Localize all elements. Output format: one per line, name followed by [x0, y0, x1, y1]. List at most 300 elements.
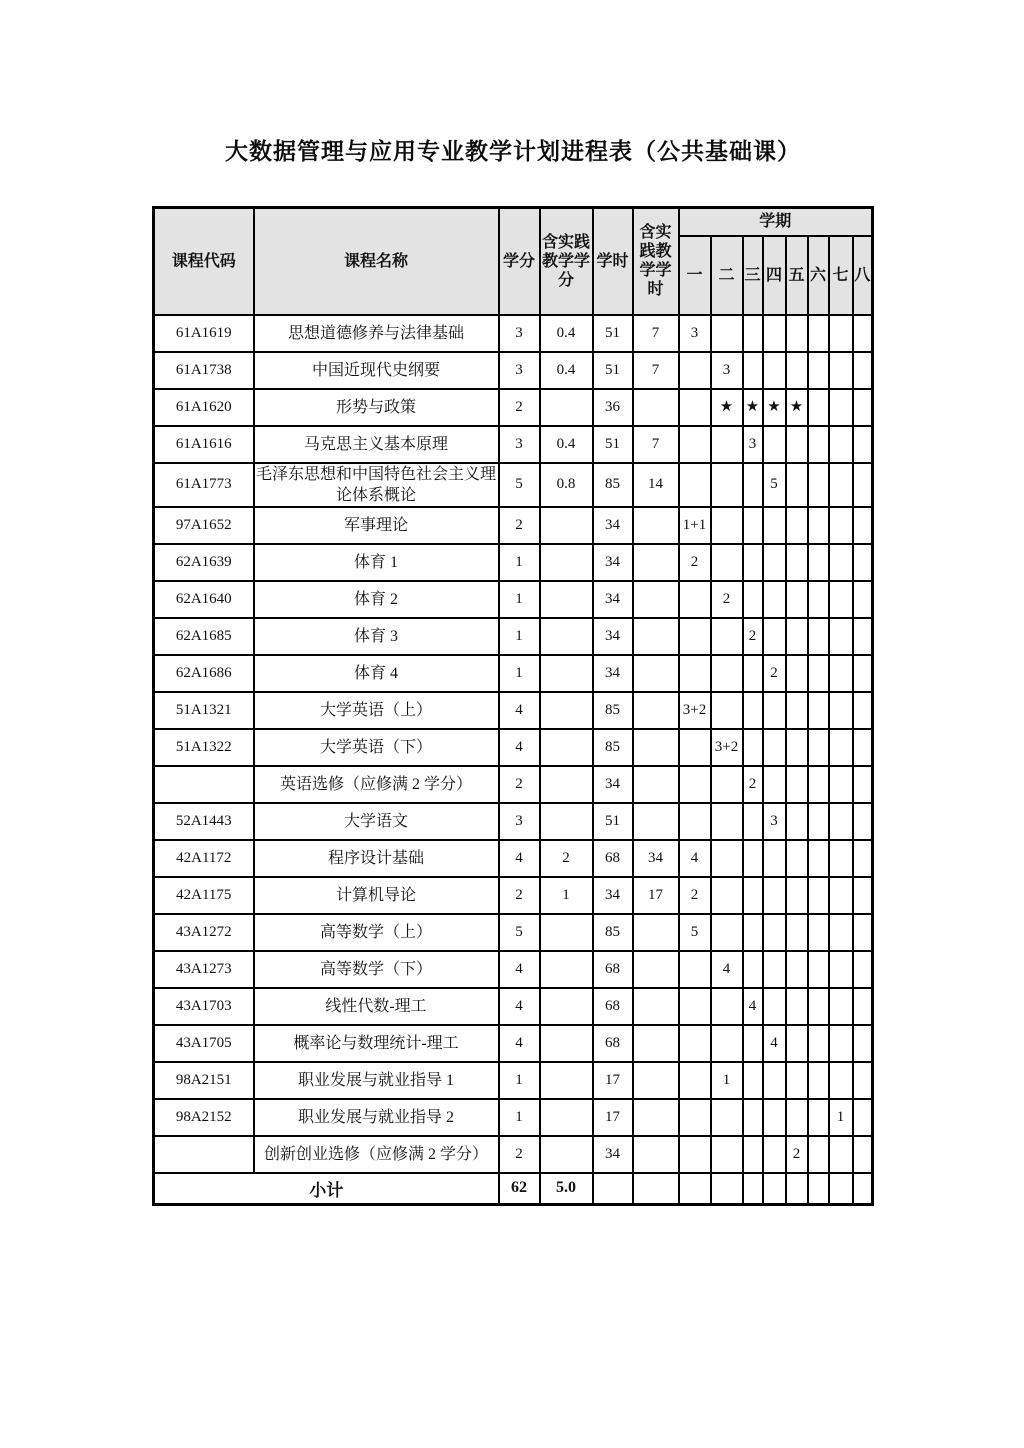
semester-5-cell	[786, 988, 808, 1025]
semester-5-cell	[786, 877, 808, 914]
semester-4-cell	[763, 1062, 786, 1099]
hours-cell: 34	[593, 877, 633, 914]
semester-5-cell	[786, 618, 808, 655]
semester-8-cell	[853, 581, 873, 618]
course-row	[154, 389, 873, 426]
course-code-cell: 42A1172	[154, 840, 254, 877]
semester-8-cell	[853, 914, 873, 951]
semester-2-cell	[711, 840, 743, 877]
prac-hours-cell: 7	[633, 426, 679, 463]
course-name-cell: 创新创业选修（应修满 2 学分）	[254, 1136, 499, 1173]
semester-3-cell	[743, 544, 763, 581]
semester-5-cell	[786, 840, 808, 877]
semester-1-cell	[679, 655, 711, 692]
prac-hours-cell: 7	[633, 352, 679, 389]
semester-1-cell	[679, 463, 711, 507]
prac-hours-cell	[633, 951, 679, 988]
prac-hours-cell	[633, 507, 679, 544]
course-code-cell: 61A1616	[154, 426, 254, 463]
credits-cell: 4	[499, 840, 540, 877]
prac-credits-cell	[540, 951, 593, 988]
course-name-cell: 大学英语（下）	[254, 729, 499, 766]
prac-credits-cell	[540, 544, 593, 581]
semester-8-cell	[853, 507, 873, 544]
semester-5-cell	[786, 507, 808, 544]
course-row	[154, 463, 873, 507]
semester-4-cell	[763, 507, 786, 544]
credits-cell: 1	[499, 1099, 540, 1136]
prac-credits-cell	[540, 655, 593, 692]
semester-8-cell	[853, 1025, 873, 1062]
header-semester-7: 七	[829, 236, 853, 315]
header-semester-4: 四	[763, 236, 786, 315]
course-name-cell: 体育 2	[254, 581, 499, 618]
semester-6-cell	[808, 1062, 829, 1099]
semester-3-cell	[743, 692, 763, 729]
semester-8-cell	[853, 1099, 873, 1136]
course-row	[154, 729, 873, 766]
course-code-cell: 61A1620	[154, 389, 254, 426]
semester-6-cell	[808, 463, 829, 507]
semester-6-cell	[808, 315, 829, 352]
page-title: 大数据管理与应用专业教学计划进程表（公共基础课）	[225, 139, 801, 164]
semester-3-cell	[743, 803, 763, 840]
course-name-cell: 体育 4	[254, 655, 499, 692]
prac-credits-cell: 1	[540, 877, 593, 914]
course-name-cell: 体育 3	[254, 618, 499, 655]
course-name-cell: 高等数学（下）	[254, 951, 499, 988]
semester-3-cell	[743, 1025, 763, 1062]
prac-hours-cell	[633, 1099, 679, 1136]
semester-4-cell	[763, 1136, 786, 1173]
course-code-cell: 51A1321	[154, 692, 254, 729]
semester-3-cell	[743, 352, 763, 389]
course-code-cell: 43A1705	[154, 1025, 254, 1062]
credits-cell: 5	[499, 914, 540, 951]
semester-5-cell	[786, 463, 808, 507]
semester-3-cell	[743, 951, 763, 988]
header-credits: 学分	[499, 208, 540, 315]
semester-6-cell	[808, 426, 829, 463]
semester-3-cell	[743, 581, 763, 618]
course-row	[154, 618, 873, 655]
credits-cell: 1	[499, 618, 540, 655]
prac-hours-cell	[633, 618, 679, 655]
subtotal-semester-3-cell	[743, 1173, 763, 1205]
header-semester-5: 五	[786, 236, 808, 315]
semester-1-cell: 1+1	[679, 507, 711, 544]
prac-hours-cell	[633, 1025, 679, 1062]
course-row	[154, 655, 873, 692]
semester-7-cell	[829, 803, 853, 840]
semester-3-cell: 2	[743, 618, 763, 655]
semester-2-cell	[711, 766, 743, 803]
semester-5-cell	[786, 352, 808, 389]
prac-credits-cell: 0.4	[540, 426, 593, 463]
semester-2-cell	[711, 655, 743, 692]
semester-2-cell: 3	[711, 352, 743, 389]
hours-cell: 85	[593, 914, 633, 951]
semester-3-cell	[743, 877, 763, 914]
semester-7-cell	[829, 315, 853, 352]
header-prac-hours: 含实践教学学时	[633, 208, 679, 315]
prac-hours-cell	[633, 1062, 679, 1099]
semester-4-cell: 2	[763, 655, 786, 692]
semester-1-cell	[679, 426, 711, 463]
semester-5-cell	[786, 1062, 808, 1099]
star-icon: ★	[767, 398, 781, 415]
semester-6-cell	[808, 988, 829, 1025]
credits-cell: 4	[499, 729, 540, 766]
header-semester-group: 学期	[679, 208, 873, 236]
course-name-cell: 高等数学（上）	[254, 914, 499, 951]
hours-cell: 68	[593, 1025, 633, 1062]
credits-cell: 1	[499, 1062, 540, 1099]
course-name-cell: 大学英语（上）	[254, 692, 499, 729]
credits-cell: 3	[499, 315, 540, 352]
semester-5-cell	[786, 729, 808, 766]
semester-6-cell	[808, 581, 829, 618]
prac-hours-cell	[633, 729, 679, 766]
semester-7-cell	[829, 914, 853, 951]
star-icon: ★	[789, 398, 804, 415]
hours-cell: 34	[593, 581, 633, 618]
semester-8-cell	[853, 315, 873, 352]
semester-5-cell	[786, 581, 808, 618]
semester-5-cell	[786, 803, 808, 840]
prac-credits-cell	[540, 1025, 593, 1062]
semester-3-cell: 4	[743, 988, 763, 1025]
semester-5-cell: 2	[786, 1136, 808, 1173]
prac-hours-cell	[633, 803, 679, 840]
semester-8-cell	[853, 803, 873, 840]
header-semester-1: 一	[679, 236, 711, 315]
semester-7-cell	[829, 544, 853, 581]
subtotal-semester-7-cell	[829, 1173, 853, 1205]
credits-cell: 2	[499, 389, 540, 426]
prac-credits-cell: 0.8	[540, 463, 593, 507]
course-row	[154, 352, 873, 389]
hours-cell: 68	[593, 988, 633, 1025]
course-code-cell: 43A1703	[154, 988, 254, 1025]
semester-6-cell	[808, 951, 829, 988]
semester-7-cell	[829, 352, 853, 389]
prac-hours-cell	[633, 988, 679, 1025]
semester-1-cell: 4	[679, 840, 711, 877]
hours-cell: 34	[593, 507, 633, 544]
semester-8-cell	[853, 988, 873, 1025]
semester-8-cell	[853, 840, 873, 877]
semester-7-cell	[829, 766, 853, 803]
semester-5-cell	[786, 389, 808, 426]
prac-hours-cell	[633, 581, 679, 618]
semester-1-cell	[679, 352, 711, 389]
course-code-cell: 61A1773	[154, 463, 254, 507]
course-row	[154, 315, 873, 352]
semester-2-cell	[711, 988, 743, 1025]
semester-5-cell	[786, 766, 808, 803]
star-icon: ★	[745, 398, 760, 415]
header-semester-6: 六	[808, 236, 829, 315]
semester-1-cell	[679, 988, 711, 1025]
semester-4-cell	[763, 692, 786, 729]
course-name-cell: 职业发展与就业指导 2	[254, 1099, 499, 1136]
semester-8-cell	[853, 544, 873, 581]
course-table-body	[154, 315, 873, 1173]
semester-1-cell	[679, 389, 711, 426]
semester-3-cell: 2	[743, 766, 763, 803]
course-row	[154, 426, 873, 463]
credits-cell: 1	[499, 655, 540, 692]
semester-3-cell	[743, 1099, 763, 1136]
hours-cell: 51	[593, 426, 633, 463]
semester-3-cell	[743, 729, 763, 766]
semester-4-cell	[763, 544, 786, 581]
semester-1-cell	[679, 766, 711, 803]
semester-4-cell	[763, 914, 786, 951]
hours-cell: 85	[593, 463, 633, 507]
semester-6-cell	[808, 655, 829, 692]
semester-4-cell: 5	[763, 463, 786, 507]
semester-6-cell	[808, 766, 829, 803]
semester-1-cell	[679, 1025, 711, 1062]
course-code-cell: 62A1685	[154, 618, 254, 655]
semester-7-cell	[829, 618, 853, 655]
course-name-cell: 线性代数-理工	[254, 988, 499, 1025]
semester-1-cell	[679, 1099, 711, 1136]
subtotal-semester-6-cell	[808, 1173, 829, 1205]
course-name-cell: 马克思主义基本原理	[254, 426, 499, 463]
course-row	[154, 877, 873, 914]
hours-cell: 85	[593, 729, 633, 766]
semester-1-cell: 3	[679, 315, 711, 352]
prac-hours-cell: 34	[633, 840, 679, 877]
semester-2-cell	[711, 877, 743, 914]
semester-8-cell	[853, 463, 873, 507]
prac-credits-cell: 2	[540, 840, 593, 877]
semester-8-cell	[853, 389, 873, 426]
table-header	[154, 208, 873, 315]
semester-2-cell: 1	[711, 1062, 743, 1099]
semester-7-cell	[829, 729, 853, 766]
semester-4-cell: 3	[763, 803, 786, 840]
table-footer	[154, 1173, 873, 1205]
course-row	[154, 840, 873, 877]
prac-credits-cell	[540, 581, 593, 618]
prac-credits-cell	[540, 1099, 593, 1136]
prac-credits-cell	[540, 692, 593, 729]
semester-5-cell	[786, 1099, 808, 1136]
header-prac-credits: 含实践教学学分	[540, 208, 593, 315]
semester-3-cell	[743, 463, 763, 507]
semester-1-cell	[679, 951, 711, 988]
semester-4-cell	[763, 426, 786, 463]
semester-6-cell	[808, 618, 829, 655]
course-name-cell: 形势与政策	[254, 389, 499, 426]
semester-2-cell	[711, 1025, 743, 1062]
semester-6-cell	[808, 803, 829, 840]
prac-credits-cell	[540, 618, 593, 655]
semester-8-cell	[853, 729, 873, 766]
semester-2-cell	[711, 618, 743, 655]
semester-4-cell	[763, 315, 786, 352]
subtotal-prac-hours	[633, 1173, 679, 1205]
header-semester-8: 八	[853, 236, 873, 315]
subtotal-semester-1-cell	[679, 1173, 711, 1205]
prac-credits-cell	[540, 507, 593, 544]
course-code-cell	[154, 1136, 254, 1173]
prac-credits-cell	[540, 1136, 593, 1173]
course-row	[154, 1136, 873, 1173]
semester-2-cell	[711, 315, 743, 352]
semester-6-cell	[808, 729, 829, 766]
header-hours: 学时	[593, 208, 633, 315]
semester-7-cell	[829, 1136, 853, 1173]
credits-cell: 3	[499, 803, 540, 840]
course-name-cell: 思想道德修养与法律基础	[254, 315, 499, 352]
course-code-cell: 62A1640	[154, 581, 254, 618]
semester-8-cell	[853, 692, 873, 729]
semester-6-cell	[808, 352, 829, 389]
course-row	[154, 1062, 873, 1099]
course-plan-table	[152, 206, 874, 1206]
credits-cell: 3	[499, 352, 540, 389]
star-icon: ★	[719, 398, 734, 415]
course-name-cell: 程序设计基础	[254, 840, 499, 877]
semester-6-cell	[808, 507, 829, 544]
semester-7-cell	[829, 463, 853, 507]
prac-hours-cell	[633, 655, 679, 692]
subtotal-row	[154, 1173, 873, 1205]
prac-hours-cell: 7	[633, 315, 679, 352]
course-name-cell: 体育 1	[254, 544, 499, 581]
credits-cell: 4	[499, 988, 540, 1025]
hours-cell: 34	[593, 618, 633, 655]
semester-6-cell	[808, 914, 829, 951]
semester-7-cell	[829, 507, 853, 544]
hours-cell: 36	[593, 389, 633, 426]
prac-hours-cell: 17	[633, 877, 679, 914]
semester-4-cell	[763, 729, 786, 766]
semester-3-cell	[743, 655, 763, 692]
course-code-cell: 62A1686	[154, 655, 254, 692]
course-code-cell: 52A1443	[154, 803, 254, 840]
header-semester-3: 三	[743, 236, 763, 315]
semester-2-cell: 4	[711, 951, 743, 988]
semester-5-cell	[786, 315, 808, 352]
semester-7-cell	[829, 877, 853, 914]
semester-7-cell: 1	[829, 1099, 853, 1136]
course-row	[154, 803, 873, 840]
semester-4-cell	[763, 618, 786, 655]
hours-cell: 17	[593, 1099, 633, 1136]
course-code-cell: 42A1175	[154, 877, 254, 914]
subtotal-credits: 62	[499, 1173, 540, 1205]
credits-cell: 2	[499, 507, 540, 544]
semester-7-cell	[829, 692, 853, 729]
course-name-cell: 概率论与数理统计-理工	[254, 1025, 499, 1062]
semester-6-cell	[808, 877, 829, 914]
credits-cell: 2	[499, 1136, 540, 1173]
semester-1-cell: 2	[679, 544, 711, 581]
course-row	[154, 766, 873, 803]
prac-hours-cell	[633, 766, 679, 803]
hours-cell: 68	[593, 840, 633, 877]
semester-5-cell	[786, 426, 808, 463]
hours-cell: 34	[593, 655, 633, 692]
document-sheet	[152, 133, 874, 1206]
semester-5-cell	[786, 914, 808, 951]
semester-6-cell	[808, 840, 829, 877]
header-row-1	[154, 208, 873, 236]
course-code-cell: 61A1619	[154, 315, 254, 352]
course-name-cell: 英语选修（应修满 2 学分）	[254, 766, 499, 803]
semester-3-cell: 3	[743, 426, 763, 463]
prac-hours-cell	[633, 544, 679, 581]
hours-cell: 34	[593, 1136, 633, 1173]
semester-2-cell	[711, 507, 743, 544]
hours-cell: 34	[593, 766, 633, 803]
header-course-name: 课程名称	[254, 208, 499, 315]
course-name-cell: 计算机导论	[254, 877, 499, 914]
prac-hours-cell	[633, 1136, 679, 1173]
semester-2-cell	[711, 426, 743, 463]
course-code-cell: 43A1272	[154, 914, 254, 951]
semester-4-cell	[763, 352, 786, 389]
semester-3-cell	[743, 914, 763, 951]
semester-7-cell	[829, 1025, 853, 1062]
semester-1-cell: 3+2	[679, 692, 711, 729]
semester-1-cell	[679, 618, 711, 655]
semester-3-cell	[743, 1062, 763, 1099]
semester-6-cell	[808, 692, 829, 729]
header-semester-2: 二	[711, 236, 743, 315]
course-code-cell: 51A1322	[154, 729, 254, 766]
semester-4-cell	[763, 389, 786, 426]
semester-8-cell	[853, 352, 873, 389]
semester-8-cell	[853, 877, 873, 914]
semester-5-cell	[786, 655, 808, 692]
semester-2-cell	[711, 1099, 743, 1136]
course-code-cell: 61A1738	[154, 352, 254, 389]
semester-4-cell	[763, 988, 786, 1025]
course-row	[154, 692, 873, 729]
semester-2-cell	[711, 544, 743, 581]
course-row	[154, 1099, 873, 1136]
semester-7-cell	[829, 389, 853, 426]
semester-6-cell	[808, 1099, 829, 1136]
semester-3-cell	[743, 1136, 763, 1173]
semester-8-cell	[853, 618, 873, 655]
course-code-cell: 98A2152	[154, 1099, 254, 1136]
hours-cell: 85	[593, 692, 633, 729]
semester-7-cell	[829, 426, 853, 463]
semester-8-cell	[853, 951, 873, 988]
semester-1-cell	[679, 729, 711, 766]
semester-2-cell	[711, 692, 743, 729]
prac-credits-cell	[540, 766, 593, 803]
semester-7-cell	[829, 655, 853, 692]
prac-credits-cell	[540, 803, 593, 840]
semester-5-cell	[786, 951, 808, 988]
semester-1-cell	[679, 581, 711, 618]
hours-cell: 68	[593, 951, 633, 988]
hours-cell: 51	[593, 803, 633, 840]
semester-7-cell	[829, 840, 853, 877]
subtotal-hours	[593, 1173, 633, 1205]
semester-2-cell	[711, 389, 743, 426]
credits-cell: 1	[499, 581, 540, 618]
